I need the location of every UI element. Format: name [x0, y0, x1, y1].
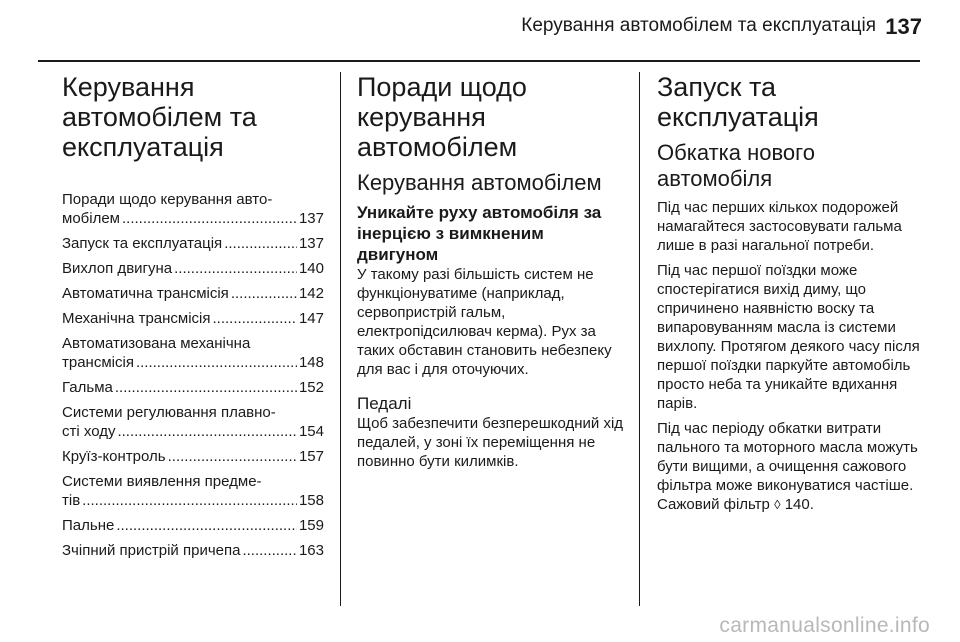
column-divider-2: [639, 72, 640, 606]
toc-entry-page: 152: [298, 379, 324, 396]
watermark: carmanualsonline.info: [719, 614, 930, 637]
toc-entry-page: 137: [298, 210, 324, 227]
toc-entry[interactable]: [62, 472, 324, 510]
toc-leader-dots: [213, 309, 297, 328]
toc-entry-page: 140: [298, 260, 324, 277]
paragraph-running-in-text: Під час періоду обкатки витрати пального та моторного масла можуть бути вищими, а очищення сажового фільтра може виконуватися частіше. Сажовий фільтр: [657, 420, 918, 513]
toc-entry-page: 147: [298, 310, 324, 327]
page-header: [0, 0, 960, 62]
paragraph-coasting: У такому разі більшість систем не функціонуватиме (наприклад, сервопристрій гальм, електропідсилювач керма). Рух за таких обставин становить небезпеку для вас і для оточуючих.: [357, 266, 612, 378]
toc-leader-dots: [136, 353, 297, 372]
toc-entry-title-line1: Системи виявлення предме-: [62, 473, 262, 490]
toc-entry-page: 142: [298, 285, 324, 302]
header-rule: [38, 60, 920, 62]
toc-entry-title-line1: Автоматизована механічна: [62, 335, 251, 352]
toc-entry-row: [62, 353, 324, 372]
toc-entry-row: [62, 516, 324, 535]
cross-reference-page[interactable]: 140.: [784, 496, 814, 513]
subsection-title: Керування автомобілем: [357, 170, 602, 195]
toc-leader-dots: [174, 259, 297, 278]
toc-entry-title: Запуск та експлуатація: [62, 235, 223, 252]
toc-entry-title: Круїз-контроль: [62, 448, 166, 465]
toc-entry-page: 148: [298, 354, 324, 371]
toc-entry-row: [62, 309, 324, 328]
toc-entry-title: Зчіпний пристрій причепа: [62, 542, 241, 559]
toc-entry-page: 163: [298, 542, 324, 559]
table-of-contents: [62, 190, 324, 560]
toc-entry[interactable]: [62, 403, 324, 441]
toc-entry-row: [62, 491, 324, 510]
toc-entry[interactable]: [62, 309, 324, 328]
toc-entry-row: [62, 234, 324, 253]
column-divider-1: [340, 72, 341, 606]
toc-entry-title: трансмісія: [62, 354, 134, 371]
column-toc: [62, 72, 324, 566]
page-number: 137: [885, 14, 922, 39]
toc-entry-title-line1: Системи регулювання плавно-: [62, 404, 276, 421]
toc-entry-row: [62, 284, 324, 303]
toc-entry[interactable]: [62, 447, 324, 466]
toc-leader-dots: [116, 516, 297, 535]
toc-entry-row: [62, 541, 324, 560]
chapter-title: Керування автомобілем та експлуатація: [62, 72, 257, 162]
heading-pedals: Педалі: [357, 394, 412, 413]
running-title: Керування автомобілем та експлуатація: [521, 15, 876, 36]
toc-entry-title: Гальма: [62, 379, 113, 396]
section-title: Поради щодо керування автомобілем: [357, 72, 527, 162]
toc-entry-title-line1: Поради щодо керування авто-: [62, 191, 273, 208]
toc-entry-page: 157: [298, 448, 324, 465]
column-driving-hints: [357, 72, 627, 477]
toc-entry-title: мобілем: [62, 210, 120, 227]
paragraph-smoke: Під час першої поїздки може спостерігатися вихід диму, що спричинено наявністю воску та випаровуванням масла із системи вихлопу. Протягом деякого часу після першої поїздки паркуйте автомобіль просто неба та уникайте вдихання парів.: [657, 262, 920, 412]
section-title: Запуск та експлуатація: [657, 72, 819, 132]
toc-entry[interactable]: [62, 378, 324, 397]
toc-entry[interactable]: [62, 334, 324, 372]
toc-leader-dots: [168, 447, 297, 466]
toc-entry[interactable]: [62, 234, 324, 253]
paragraph-running-in: [657, 419, 927, 514]
toc-leader-dots: [231, 284, 297, 303]
toc-entry-row: [62, 259, 324, 278]
toc-entry-row: [62, 378, 324, 397]
toc-entry-title: Механічна трансмісія: [62, 310, 211, 327]
toc-leader-dots: [115, 378, 297, 397]
toc-entry-page: 137: [298, 235, 324, 252]
toc-leader-dots: [122, 209, 297, 228]
toc-entry-page: 159: [298, 517, 324, 534]
paragraph-pedals: Щоб забезпечити безперешкодний хід педалей, у зоні їх переміщення не повинно бути килимків.: [357, 415, 624, 470]
toc-entry-title: сті ходу: [62, 423, 116, 440]
toc-entry-row: [62, 422, 324, 441]
paragraph-brakes: Під час перших кількох подорожей намагайтеся застосовувати гальма лише в разі нагальної потреби.: [657, 199, 902, 254]
toc-entry-page: 158: [298, 492, 324, 509]
toc-entry[interactable]: [62, 541, 324, 560]
toc-entry-page: 154: [298, 423, 324, 440]
heading-coasting: Уникайте руху автомобіля за інерцією з вимкненим двигуном: [357, 203, 602, 264]
toc-leader-dots: [82, 491, 297, 510]
toc-leader-dots: [117, 422, 297, 441]
toc-entry-title: Автоматична трансмісія: [62, 285, 229, 302]
toc-entry[interactable]: [62, 516, 324, 535]
toc-leader-dots: [242, 541, 297, 560]
toc-entry-title: Пальне: [62, 517, 115, 534]
toc-entry-row: [62, 447, 324, 466]
toc-entry[interactable]: [62, 284, 324, 303]
toc-entry[interactable]: [62, 190, 324, 228]
cross-reference-icon: ◊: [774, 497, 781, 512]
toc-entry-title: Вихлоп двигуна: [62, 260, 173, 277]
subsection-title: Обкатка нового автомобіля: [657, 140, 815, 191]
toc-leader-dots: [224, 234, 297, 253]
toc-entry[interactable]: [62, 259, 324, 278]
column-starting: [657, 72, 927, 520]
toc-entry-row: [62, 209, 324, 228]
toc-entry-title: тів: [62, 492, 81, 509]
